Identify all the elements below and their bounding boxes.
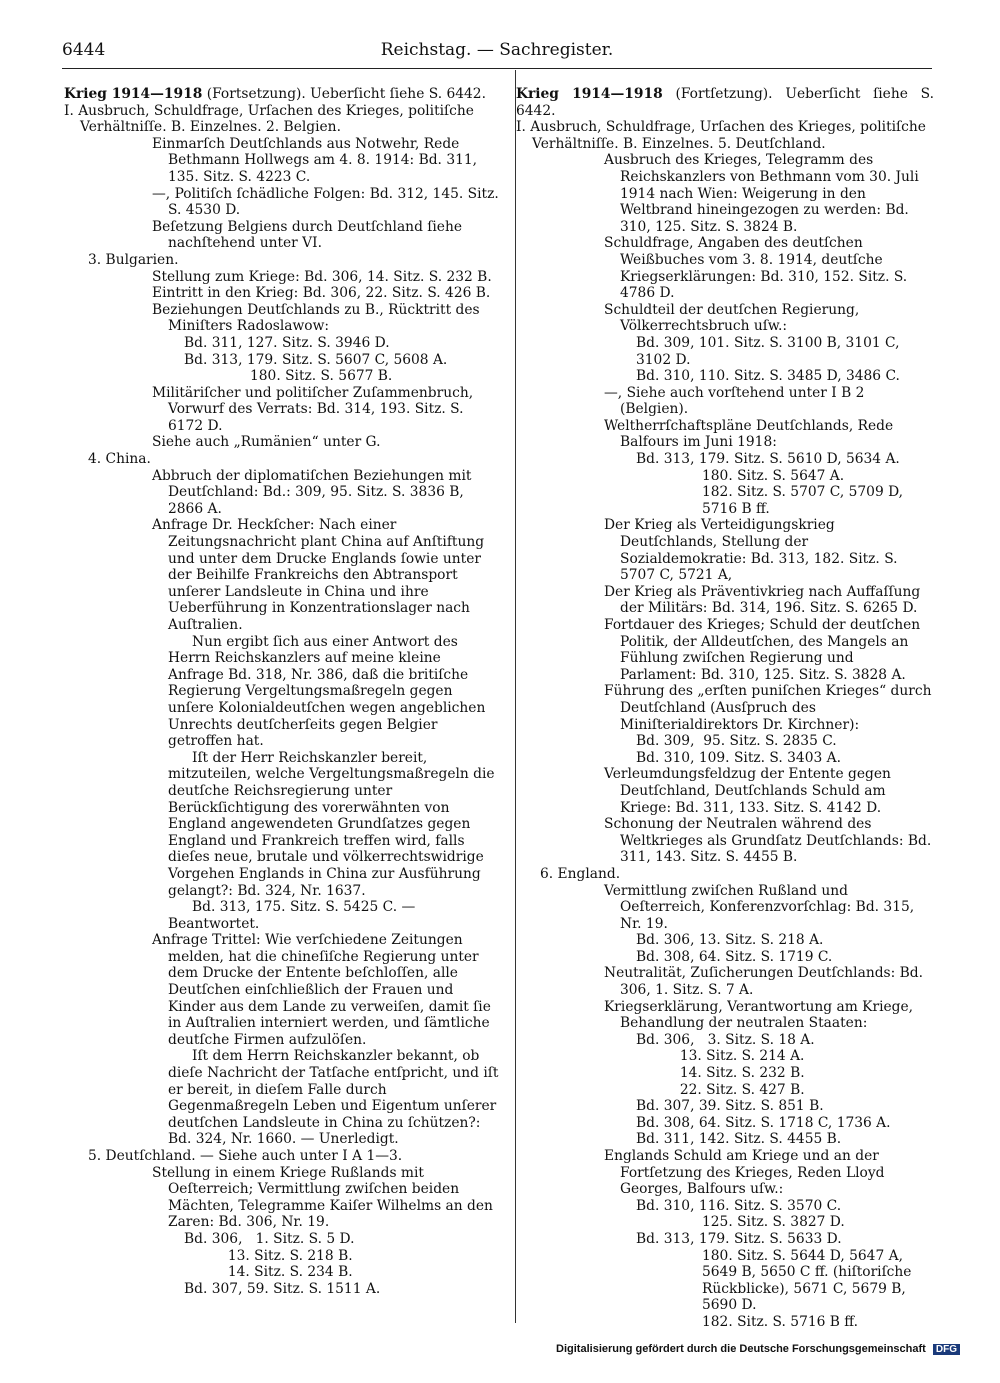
entry-text: —, Siehe auch vorſtehend unter I B 2 (Belgien). [604, 384, 869, 418]
entry-text: 14. Sitz. S. 234 B. [184, 1264, 353, 1281]
entry-text: Schuldteil der deutſchen Regierung, Völkerrechtsbruch uſw.: [604, 301, 864, 335]
entry-text: 22. Sitz. S. 427 B. [636, 1081, 805, 1098]
right-entry [516, 152, 934, 235]
right-entry [516, 1248, 934, 1314]
entry-text: Iſt dem Herrn Reichskanzler bekannt, ob dieſe Nachricht der Tatſache entſpricht, und iſt er bereit, in dieſem Falle durch Gegenmaßregeln Leben und Eigentum unſerer deutſchen Landsleute in China zu ſchützen?: Bd. 324, Nr. 1660. — Unerledigt. [168, 1048, 503, 1148]
entry-text: 182. Sitz. S. 5716 B ff. [702, 1313, 859, 1330]
entry-text: 13. Sitz. S. 218 B. [184, 1247, 353, 1264]
entry-text: Weltherrſchaftspläne Deutſchlands, Rede Balfours im Juni 1918: [604, 417, 898, 451]
entry-text: Schuldfrage, Angaben des deutſchen Weißbuches vom 3. 8. 1914, deutſche Kriegserklärungen: Bd. 310, 152. Sitz. S. 4786 D. [604, 235, 912, 302]
left-entry [64, 899, 500, 932]
header-rule [62, 68, 932, 69]
entry-text: Bd. 313, 175. Sitz. S. 5425 C. — Beantwortet. [168, 899, 420, 932]
footer-text: Digitalisierung gefördert durch die Deutsche Forschungsgemeinschaft [556, 1343, 926, 1355]
entry-text: 125. Sitz. S. 3827 D. [702, 1214, 845, 1231]
left-entry [64, 1264, 500, 1281]
right-entry [516, 86, 939, 119]
right-entry [516, 1048, 934, 1065]
left-entry [64, 368, 500, 385]
entry-text: Bd. 313, 179. Sitz. S. 5610 D, 5634 A. [636, 451, 900, 468]
entry-text: 180. Sitz. S. 5647 A. [702, 467, 845, 484]
right-entry [516, 1098, 934, 1115]
right-entry [516, 1032, 934, 1049]
right-entry [516, 750, 934, 767]
right-entry [516, 617, 934, 683]
entry-text: Anfrage Trittel: Wie verſchiedene Zeitungen melden, hat die chineſiſche Regierung unter dem Drucke der Entente beſchloſſen, alle Deutſchen einſchließlich der Frauen und Kinder aus dem Lande zu verweiſen, damit ſie in Auſtralien interniert werden, und ſämtliche deutſche Firmen aufzulöſen. [152, 932, 496, 1048]
entry-text: 180. Sitz. S. 5677 B. [250, 368, 393, 385]
right-entry [516, 1115, 934, 1132]
right-entry [516, 418, 934, 451]
left-entry [64, 352, 500, 369]
entry-text: Kriegserklärung, Verantwortung am Kriege, Behandlung der neutralen Staaten: [604, 998, 918, 1032]
entry-text: Eintritt in den Krieg: Bd. 306, 22. Sitz. S. 426 B. [152, 285, 491, 302]
entry-text: I. Ausbruch, Schuldfrage, Urſachen des Krieges, politiſche Verhältniſſe. B. Einzelnes. 5. Deutſchland. [516, 119, 931, 152]
entry-text: Fortdauer des Krieges; Schuld der deutſchen Politik, der Alldeutſchen, des Mangels an Fühlung zwiſchen Regierung und Parlament: Bd. 310, 125. Sitz. S. 3828 A. [604, 617, 925, 683]
left-entry [64, 1048, 503, 1148]
entry-text: Bd. 310, 110. Sitz. S. 3485 D, 3486 C. [636, 368, 900, 385]
right-entry [516, 965, 934, 998]
left-entry [64, 634, 500, 750]
entry-text: Iſt der Herr Reichskanzler bereit, mitzuteilen, welche Vergeltungsmaßregeln die deutſche Reichsregierung unter Berückſichtigung des vorerwähnten von England angewendeten Grundſatzes gegen England und Frankreich treffen wird, falls dieſes neue, brutale und völkerrechtswidrige Vorgehen Englands in China zur Ausführung gelangt?: Bd. 324, Nr. 1637. [168, 749, 499, 899]
left-entry [64, 1165, 500, 1231]
entry-text: I. Ausbruch, Schuldfrage, Urſachen des Krieges, politiſche Verhältniſſe. B. Einzelnes. 2. Belgien. [64, 102, 479, 136]
left-entry [64, 136, 500, 186]
right-entry [516, 932, 934, 949]
right-entry [516, 683, 934, 733]
left-entry [64, 269, 500, 286]
left-entry [64, 185, 504, 219]
right-entry [516, 999, 934, 1032]
right-entry [516, 335, 934, 368]
right-entry [516, 584, 934, 617]
left-entry [64, 252, 500, 269]
left-entry [64, 1248, 500, 1265]
entry-text: Siehe auch „Rumänien“ unter G. [152, 434, 381, 451]
right-entry [516, 949, 934, 966]
section-heading: Krieg 1914—1918 [516, 86, 663, 102]
left-entry [64, 385, 500, 435]
entry-text: 4. China. [88, 451, 151, 468]
left-entry [64, 1231, 500, 1248]
left-entry [64, 219, 500, 252]
section-heading: Krieg 1914—1918 [64, 86, 203, 102]
right-entry [516, 883, 934, 933]
entry-text: Bd. 308, 64. Sitz. S. 1719 C. [636, 948, 833, 965]
right-entry [516, 1231, 934, 1248]
running-head: Reichstag. — Sachregister. [380, 40, 614, 60]
entry-text: Stellung in einem Kriege Rußlands mit Oeſterreich; Vermittlung zwiſchen beiden Mächten, Telegramme Kaiſer Wilhelms an den Zaren: Bd. 306, Nr. 19. [152, 1164, 498, 1231]
right-column [516, 86, 939, 1331]
entry-text: 3. Bulgarien. [88, 251, 179, 268]
right-entry [516, 517, 934, 583]
left-entry [64, 1281, 500, 1298]
entry-text: Einmarſch Deutſchlands aus Notwehr, Rede Bethmann Hollwegs am 4. 8. 1914: Bd. 311, 135. Sitz. S. 4223 C. [152, 135, 482, 185]
right-entry [516, 451, 934, 468]
right-entry [516, 1065, 934, 1082]
entry-text: Bd. 306, 13. Sitz. S. 218 A. [636, 932, 824, 949]
entry-text: Bd. 310, 109. Sitz. S. 3403 A. [636, 749, 841, 766]
entry-text: —, Politiſch ſchädliche Folgen: Bd. 312, 145. Sitz. S. 4530 D. [152, 185, 504, 219]
right-entry [516, 235, 934, 301]
entry-text: 6. England. [540, 865, 621, 882]
footer-credit [556, 1343, 960, 1355]
entry-text: Bd. 306, 1. Sitz. S. 5 D. [184, 1230, 355, 1247]
entry-text: Bd. 306, 3. Sitz. S. 18 A. [636, 1031, 815, 1048]
right-entry [516, 302, 934, 335]
page-number: 6444 [62, 40, 106, 60]
entry-text: Bd. 308, 64. Sitz. S. 1718 C, 1736 A. [636, 1114, 891, 1131]
left-entry [64, 285, 500, 302]
entry-text: 180. Sitz. S. 5644 D, 5647 A, 5649 B, 5650 C ff. (hiſtoriſche Rückblicke), 5671 C, 5679 B, 5690 D. [702, 1247, 916, 1314]
right-entry [516, 733, 934, 750]
entry-text: Der Krieg als Verteidigungskrieg Deutſchlands, Stellung der Sozialdemokratie: Bd. 313, 182. Sitz. S. 5707 C, 5721 A, [604, 517, 902, 584]
entry-text: 5. Deutſchland. — Siehe auch unter I A 1—3. [88, 1148, 403, 1164]
entry-text: Bd. 311, 127. Sitz. S. 3946 D. [184, 334, 390, 351]
entry-text: Führung des „erſten puniſchen Krieges“ durch Deutſchland (Ausſpruch des Miniſterialdirektors Dr. Kirchner): [604, 683, 936, 733]
entry-text: Beſetzung Belgiens durch Deutſchland ſiehe nachſtehend unter VI. [152, 218, 467, 252]
entry-text: Bd. 309, 101. Sitz. S. 3100 B, 3101 C, 3102 D. [636, 334, 904, 368]
entry-text: Bd. 311, 142. Sitz. S. 4455 B. [636, 1131, 842, 1148]
right-entry [516, 1131, 934, 1148]
right-entry [516, 119, 934, 152]
left-column [64, 86, 504, 1297]
entry-text: Der Krieg als Präventivkrieg nach Auffaſſung der Militärs: Bd. 314, 196. Sitz. S. 6265 D. [604, 583, 925, 617]
entry-text: Schonung der Neutralen während des Weltkrieges als Grundſatz Deutſchlands: Bd. 311, 143. Sitz. S. 4455 B. [604, 816, 936, 866]
left-entry [64, 468, 500, 518]
entry-text: Englands Schuld am Kriege und an der Fortſetzung des Krieges, Reden Lloyd Georges, Balfours uſw.: [604, 1148, 889, 1198]
entry-text: 13. Sitz. S. 214 A. [636, 1048, 805, 1065]
left-entry [64, 932, 500, 1048]
entry-text: Bd. 313, 179. Sitz. S. 5633 D. [636, 1230, 842, 1247]
right-entry [516, 484, 934, 517]
left-entry [64, 302, 500, 335]
left-entry [64, 86, 500, 103]
entry-text: Bd. 307, 39. Sitz. S. 851 B. [636, 1098, 824, 1115]
right-entry [516, 1082, 934, 1099]
right-entry [516, 385, 934, 418]
entry-text: Nun ergibt ſich aus einer Antwort des Herrn Reichskanzlers auf meine kleine Anfrage Bd. 318, Nr. 386, daß die britiſche Regierung Vergeltungsmaßregeln gegen unſere Kolonialdeutſchen wegen angeblichen Unrechts deutſcherſeits gegen Belgier getroffen hat. [168, 633, 490, 750]
left-entry [64, 103, 500, 136]
right-entry [516, 1314, 934, 1331]
entry-text: (Fortsetzung). Ueberſicht ſiehe S. 6442. [202, 86, 486, 102]
entry-text: Neutralität, Zuſicherungen Deutſchlands: Bd. 306, 1. Sitz. S. 7 A. [604, 965, 928, 999]
right-entry [516, 816, 934, 866]
entry-text: (Fortſetzung). Ueberſicht ſiehe S. 6442. [516, 86, 939, 119]
right-entry [516, 766, 934, 816]
left-entry [64, 434, 500, 451]
entry-text: Verleumdungsfeldzug der Entente gegen Deutſchland, Deutſchlands Schuld am Kriege: Bd. 311, 133. Sitz. S. 4142 D. [604, 766, 896, 816]
right-entry [516, 368, 934, 385]
dfg-logo: DFG [933, 1344, 960, 1355]
entry-text: 14. Sitz. S. 232 B. [636, 1065, 805, 1082]
entry-text: Militäriſcher und politiſcher Zuſammenbruch, Vorwurf des Verrats: Bd. 314, 193. Sitz. S. 6172 D. [152, 384, 478, 434]
entry-text: Bd. 307, 59. Sitz. S. 1511 A. [184, 1280, 381, 1297]
left-entry [64, 1148, 500, 1165]
entry-text: Stellung zum Kriege: Bd. 306, 14. Sitz. S. 232 B. [152, 268, 492, 285]
left-entry [64, 517, 500, 633]
entry-text: Ausbruch des Krieges, Telegramm des Reichskanzlers von Bethmann vom 30. Juli 1914 nach Wien: Weigerung in den Weltbrand hineingezogen zu werden: Bd. 310, 125. Sitz. S. 3824 B. [604, 152, 924, 235]
left-entry [64, 750, 500, 899]
entry-text: Bd. 309, 95. Sitz. S. 2835 C. [636, 733, 837, 750]
right-entry [516, 468, 934, 485]
entry-text: Anfrage Dr. Heckſcher: Nach einer Zeitungsnachricht plant China auf Anſtiftung und unter dem Drucke Englands ſowie unter der Beihilfe Frankreichs den Abtransport unſerer Landsleute in China und ihre Ueberführung in Konzentrationslager nach Auſtralien. [152, 517, 489, 633]
entry-text: Vermittlung zwiſchen Rußland und Oeſterreich, Konferenzvorſchlag: Bd. 315, Nr. 19. [604, 882, 919, 932]
page-header [62, 40, 932, 64]
right-entry [516, 1214, 934, 1231]
entry-text: Bd. 310, 116. Sitz. S. 3570 C. [636, 1197, 842, 1214]
entry-text: 182. Sitz. S. 5707 C, 5709 D, 5716 B ff. [702, 484, 908, 517]
left-entry [64, 451, 500, 468]
left-entry [64, 335, 500, 352]
right-entry [516, 866, 934, 883]
entry-text: Beziehungen Deutſchlands zu B., Rücktritt des Miniſters Radoslawow: [152, 301, 484, 335]
right-entry [516, 1198, 934, 1215]
right-entry [516, 1148, 934, 1198]
entry-text: Abbruch der diplomatiſchen Beziehungen mit Deutſchland: Bd.: 309, 95. Sitz. S. 3836 B, 2866 A. [152, 467, 476, 517]
entry-text: Bd. 313, 179. Sitz. S. 5607 C, 5608 A. [184, 351, 448, 368]
